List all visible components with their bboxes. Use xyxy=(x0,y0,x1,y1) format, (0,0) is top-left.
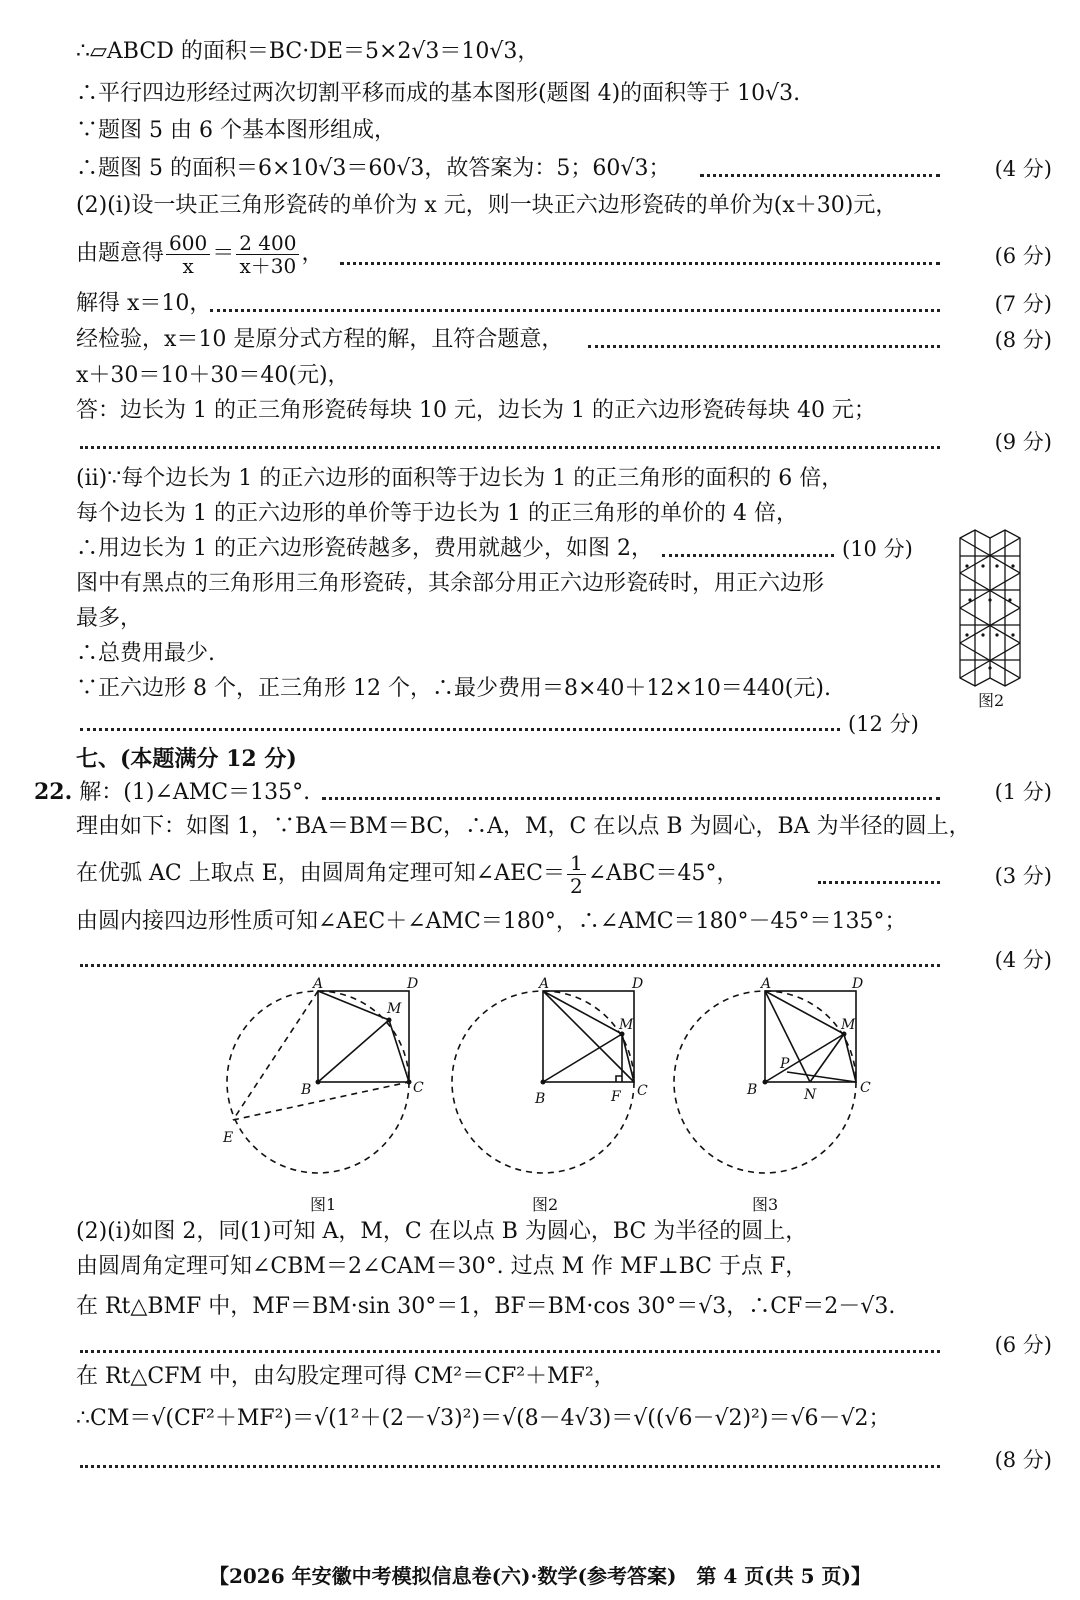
score-6b: (6 分) xyxy=(994,1333,1052,1357)
fraction-600-x xyxy=(166,232,210,277)
label-D: D xyxy=(632,976,644,992)
line-hexagon-price: x＋30＝10＋30＝40(元)， xyxy=(76,363,350,388)
line-most: 最多， xyxy=(76,606,143,631)
line-setup-unknown: (2)(ⅰ)设一块正三角形瓷砖的单价为 x 元，则一块正六边形瓷砖的单价为(x＋30)元， xyxy=(76,193,898,218)
label-P: P xyxy=(780,1056,790,1072)
label-M: M xyxy=(841,1017,856,1033)
score-leader xyxy=(80,964,940,967)
angle-prefix: 在优弧 AC 上取点 E，由圆周角定理可知∠AEC＝ xyxy=(76,861,565,886)
label-D: D xyxy=(407,976,419,992)
line-reason: 理由如下：如图 1，∵BA＝BM＝BC，∴A，M，C 在以点 B 为圆心，BA 为半径的圆上， xyxy=(76,814,971,839)
score-4b: (4 分) xyxy=(994,948,1052,972)
score-leader xyxy=(210,309,940,312)
figure-2-caption: 图2 xyxy=(532,1195,559,1214)
label-M: M xyxy=(619,1017,634,1033)
label-A: A xyxy=(313,976,324,992)
section-heading: 七、(本题满分 12 分) xyxy=(76,746,297,772)
line-rt-bmf: 在 Rt△BMF 中，MF＝BM·sin 30°＝1，BF＝BM·cos 30°＝√3，∴CF＝2－√3. xyxy=(76,1294,896,1319)
page-footer: 【2026 年安徽中考模拟信息卷(六)·数学(参考答案) 第 4 页(共 5 页)】 xyxy=(208,1564,872,1588)
line-equation xyxy=(76,226,324,282)
label-A: A xyxy=(539,976,550,992)
label-B: B xyxy=(535,1091,546,1107)
equation-prefix: 由题意得 xyxy=(76,241,165,266)
score-8: (8 分) xyxy=(994,328,1052,352)
line-basic-shape-area: ∴平行四边形经过两次切割平移而成的基本图形(题图 4)的面积等于 10√3. xyxy=(76,81,801,106)
score-leader xyxy=(80,728,840,731)
question-22-line1 xyxy=(34,778,310,807)
line-more-hexagons: ∴用边长为 1 的正六边形瓷砖越多，费用就越少，如图 2， xyxy=(76,536,653,561)
angle-suffix: ∠ABC＝45°， xyxy=(587,861,739,886)
label-B: B xyxy=(301,1082,312,1098)
score-leader xyxy=(818,881,940,884)
label-B: B xyxy=(747,1082,758,1098)
tiling-caption: 图2 xyxy=(978,691,1005,710)
score-9: (9 分) xyxy=(994,430,1052,454)
geometry-figures xyxy=(215,975,875,1180)
line-fig5-composition: ∵题图 5 由 6 个基本图形组成， xyxy=(76,118,396,143)
score-8b: (8 分) xyxy=(994,1448,1052,1472)
score-leader xyxy=(80,1465,940,1468)
fraction-numerator: 2 400 xyxy=(236,232,299,255)
label-C: C xyxy=(413,1080,424,1096)
label-C: C xyxy=(637,1083,648,1099)
line-fig5-area: ∴题图 5 的面积＝6×10√3＝60√3，故答案为：5；60√3； xyxy=(76,156,671,181)
fraction-numerator: 1 xyxy=(567,852,586,875)
question-number: 22. xyxy=(34,779,73,805)
label-D: D xyxy=(852,976,864,992)
label-F: F xyxy=(611,1089,621,1105)
score-4: (4 分) xyxy=(994,157,1052,181)
score-leader xyxy=(700,174,940,177)
fraction-denominator: x xyxy=(182,253,194,278)
line-check: 经检验，x＝10 是原分式方程的解，且符合题意， xyxy=(76,327,564,352)
label-C: C xyxy=(860,1080,871,1096)
score-leader xyxy=(340,262,940,265)
score-1: (1 分) xyxy=(994,780,1052,804)
label-N: N xyxy=(804,1087,817,1103)
tiling-figure xyxy=(950,528,1030,688)
line-solve: 解得 x＝10， xyxy=(76,291,212,316)
line-part2-circle: (2)(ⅰ)如图 2，同(1)可知 A，M，C 在以点 B 为圆心，BC 为半径的圆上， xyxy=(76,1219,808,1244)
fraction-half xyxy=(567,852,586,897)
score-6: (6 分) xyxy=(994,244,1052,268)
score-leader xyxy=(80,1350,940,1353)
label-A: A xyxy=(761,976,772,992)
fraction-numerator: 600 xyxy=(166,232,210,255)
question-22-answer-1: 解：(1)∠AMC＝135°. xyxy=(79,780,311,805)
line-price-ratio: 每个边长为 1 的正六边形的单价等于边长为 1 的正三角形的单价的 4 倍， xyxy=(76,501,798,526)
line-answer: 答：边长为 1 的正三角形瓷砖每块 10 元，边长为 1 的正六边形瓷砖每块 40 元； xyxy=(76,398,876,423)
equation-suffix: ， xyxy=(301,241,324,266)
label-M: M xyxy=(387,1001,402,1017)
fraction-denominator: 2 xyxy=(569,873,583,898)
equals-sign: ＝ xyxy=(212,241,235,266)
line-cm-result: ∴CM＝√(CF²＋MF²)＝√(1²＋(2－√3)²)＝√(8－4√3)＝√((√6－√2)²)＝√6－√2； xyxy=(76,1406,891,1431)
line-cyclic-quad: 由圆内接四边形性质可知∠AEC＋∠AMC＝180°，∴∠AMC＝180°－45°＝135°； xyxy=(76,909,907,934)
line-inscribed-angle xyxy=(76,846,738,902)
line-pythagoras: 在 Rt△CFM 中，由勾股定理可得 CM²＝CF²＋MF²， xyxy=(76,1364,616,1389)
line-minimal-cost: ∴总费用最少. xyxy=(76,641,215,666)
score-3: (3 分) xyxy=(994,864,1052,888)
score-leader xyxy=(80,446,940,449)
score-leader xyxy=(588,345,940,348)
fraction-denominator: x＋30 xyxy=(239,253,297,278)
score-leader xyxy=(662,554,834,557)
line-angle-cbm: 由圆周角定理可知∠CBM＝2∠CAM＝30°. 过点 M 作 MF⊥BC 于点 F， xyxy=(76,1254,808,1279)
figure-1-caption: 图1 xyxy=(310,1195,337,1214)
fraction-2400-x30 xyxy=(236,232,299,277)
line-cost-calc: ∵正六边形 8 个，正三角形 12 个，∴最少费用＝8×40＋12×10＝440(元). xyxy=(76,676,831,701)
label-E: E xyxy=(223,1130,234,1146)
line-tiling-note: 图中有黑点的三角形用三角形瓷砖，其余部分用正六边形瓷砖时，用正六边形 xyxy=(76,571,825,596)
score-12: (12 分) xyxy=(848,712,919,736)
score-7: (7 分) xyxy=(994,292,1052,316)
score-leader xyxy=(322,797,940,800)
line-area-abcd: ∴▱ABCD 的面积＝BC·DE＝5×2√3＝10√3， xyxy=(76,39,540,64)
line-area-ratio: (ⅱ)∵每个边长为 1 的正六边形的面积等于边长为 1 的正三角形的面积的 6 倍， xyxy=(76,466,844,491)
figure-3-caption: 图3 xyxy=(752,1195,779,1214)
score-10: (10 分) xyxy=(842,537,913,561)
